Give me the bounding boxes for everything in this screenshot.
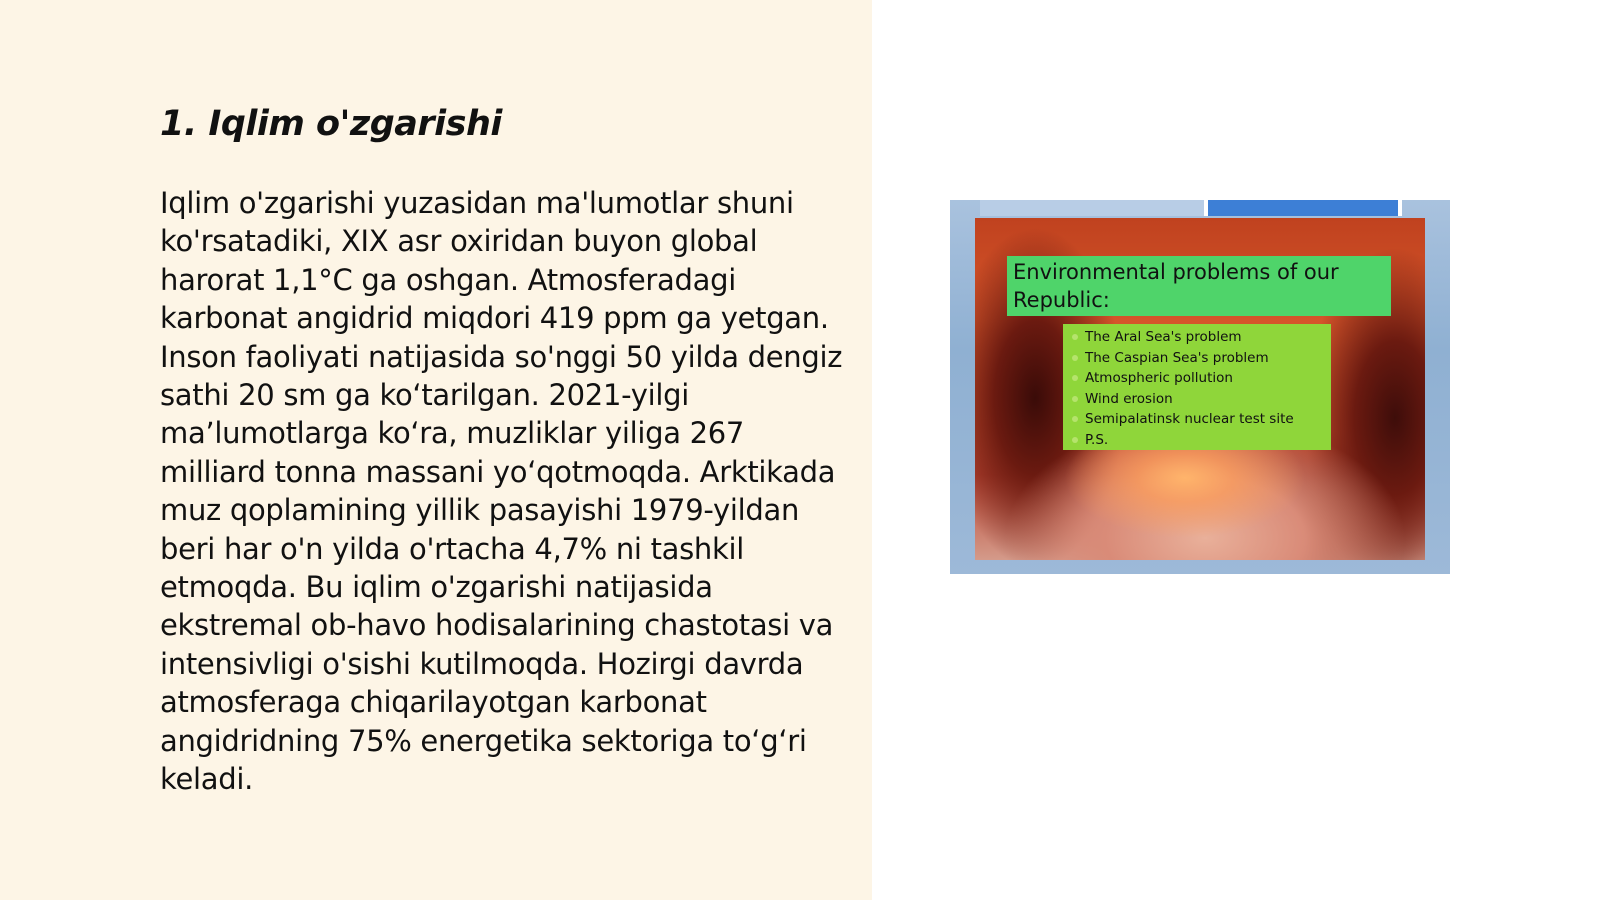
- list-item: [1069, 430, 1331, 451]
- bullet-dot-icon: [1072, 334, 1078, 340]
- slide-heading: 1. Iqlim o'zgarishi: [160, 104, 502, 144]
- picture-frame-strip: [1398, 200, 1402, 216]
- bullet-dot-icon: [1072, 396, 1078, 402]
- picture-frame-strip: [1208, 200, 1398, 216]
- list-item-label: The Aral Sea's problem: [1085, 329, 1242, 345]
- list-item: [1069, 327, 1331, 348]
- list-item: [1069, 348, 1331, 369]
- picture-bullet-list: [1063, 324, 1331, 450]
- slide-body-text: Iqlim o'zgarishi yuzasidan ma'lumotlar shuni ko'rsatadiki, XIX asr oxiridan buyon global harorat 1,1°C ga oshgan. Atmosferadagi karbonat angidrid miqdori 419 ppm ga yetgan. Inson faoliyati natijasida so'nggi 50 yilda dengiz sathi 20 sm ga ko‘tarilgan. 2021-yilgi ma’lumotlarga ko‘ra, muzliklar yiliga 267 milliard tonna massani yo‘qotmoqda. Arktikada muz qoplamining yillik pasayishi 1979-yildan beri har o'n yilda o'rtacha 4,7% ni tashkil etmoqda. Bu iqlim o'zgarishi natijasida ekstremal ob-havo hodisalarining chastotasi va intensivligi o'sishi kutilmoqda. Hozirgi davrda atmosferaga chiqarilayotgan karbonat angidridning 75% energetika sektoriga to‘g‘ri keladi.: [160, 186, 843, 797]
- list-item-label: P.S.: [1085, 431, 1109, 448]
- list-item: [1069, 368, 1331, 389]
- bullet-dot-icon: [1072, 437, 1078, 443]
- canyon-background-image: [975, 218, 1425, 560]
- bullet-dot-icon: [1072, 355, 1078, 361]
- list-item: [1069, 409, 1331, 430]
- list-item-label: Wind erosion: [1085, 390, 1173, 407]
- bullet-dot-icon: [1072, 375, 1078, 381]
- picture-frame-strip: [980, 200, 1204, 216]
- list-item-label: The Caspian Sea's problem: [1085, 349, 1269, 366]
- list-item-label: Atmospheric pollution: [1085, 370, 1233, 386]
- list-item-label: Semipalatinsk nuclear test site: [1085, 411, 1294, 427]
- picture-title: Environmental problems of our Republic:: [1007, 256, 1391, 316]
- list-item: [1069, 389, 1331, 410]
- bullet-dot-icon: [1072, 416, 1078, 422]
- slide-picture: [950, 200, 1450, 574]
